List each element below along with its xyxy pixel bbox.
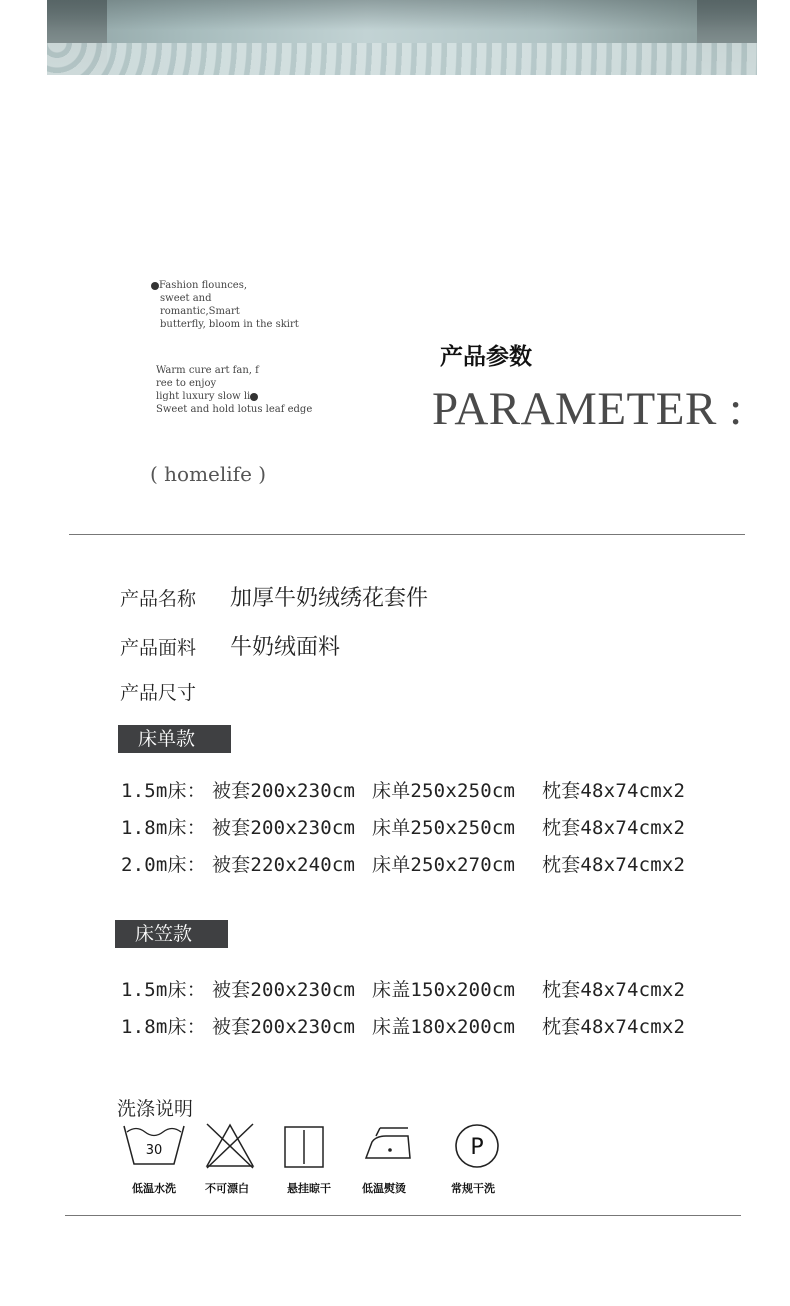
- poem-line: Warm cure art fan, f: [156, 365, 259, 376]
- duvet-size: 被套200x230cm: [212, 780, 356, 802]
- poem-stanza-1: [151, 279, 299, 331]
- bed-size: 1.5m床：: [121, 979, 206, 1001]
- wash-temp: 30: [145, 1143, 163, 1158]
- spec-value: 牛奶绒面料: [230, 635, 341, 660]
- sheet-size: 床单250x250cm: [372, 780, 516, 802]
- pillow-size: 枕套48x74cmx2: [542, 1016, 686, 1038]
- wash-label: 常规干洗: [451, 1182, 495, 1195]
- wash-30-icon: [121, 1122, 187, 1170]
- spec-label: 产品名称: [120, 588, 197, 610]
- divider: [65, 1215, 741, 1216]
- duvet-size: 被套220x240cm: [212, 854, 356, 876]
- spec-label: 产品尺寸: [120, 682, 197, 704]
- divider: [69, 534, 745, 535]
- bed-size: 2.0m床：: [121, 854, 206, 876]
- sheet-size: 床单250x270cm: [372, 854, 516, 876]
- poem-line: light luxury slow li: [156, 391, 251, 402]
- dry-clean-icon: [452, 1122, 502, 1170]
- product-photo: [47, 0, 757, 75]
- bullet-dot: [250, 393, 258, 401]
- poem-line: romantic,Smart: [160, 306, 240, 317]
- cover-size: 床盖150x200cm: [372, 979, 516, 1001]
- bed-size: 1.8m床：: [121, 1016, 206, 1038]
- duvet-size: 被套200x230cm: [212, 817, 356, 839]
- duvet-size: 被套200x230cm: [212, 1016, 356, 1038]
- dry-clean-letter: P: [470, 1135, 484, 1160]
- sheet-size: 床单250x250cm: [372, 817, 516, 839]
- fitted-set-tag: 床笠款: [115, 920, 228, 948]
- sheet-set-tag: 床单款: [118, 725, 231, 753]
- wash-label: 低温水洗: [132, 1182, 176, 1195]
- spec-row-fabric: [120, 633, 341, 660]
- poem-line: ree to enjoy: [156, 378, 217, 389]
- washing-title: 洗涤说明: [117, 1098, 194, 1120]
- section-title-en: PARAMETER :: [432, 383, 743, 435]
- spec-value: 加厚牛奶绒绣花套件: [230, 586, 429, 611]
- section-title-cn: 产品参数: [440, 344, 532, 370]
- spec-row-size: [120, 678, 196, 705]
- pillow-size: 枕套48x74cmx2: [542, 979, 686, 1001]
- pillow-size: 枕套48x74cmx2: [542, 817, 686, 839]
- poem-stanza-2: [156, 364, 312, 416]
- spec-row-name: [120, 584, 429, 611]
- brand-name: ( homelife ): [150, 462, 267, 486]
- poem-line: butterfly, bloom in the skirt: [160, 319, 299, 330]
- spec-label: 产品面料: [120, 637, 197, 659]
- poem-line: Fashion flounces,: [159, 280, 248, 291]
- wash-label: 低温熨烫: [362, 1182, 406, 1195]
- photo-ruffle: [47, 43, 757, 75]
- hang-dry-icon: [283, 1122, 327, 1170]
- pillow-size: 枕套48x74cmx2: [542, 780, 686, 802]
- bed-size: 1.8m床：: [121, 817, 206, 839]
- cover-size: 床盖180x200cm: [372, 1016, 516, 1038]
- photo-shade: [47, 0, 757, 30]
- wash-label: 不可漂白: [205, 1182, 249, 1195]
- low-iron-icon: [362, 1122, 414, 1170]
- bed-size: 1.5m床：: [121, 780, 206, 802]
- no-bleach-icon: [204, 1122, 256, 1170]
- bullet-dot: [151, 282, 159, 290]
- poem-line: Sweet and hold lotus leaf edge: [156, 404, 313, 415]
- duvet-size: 被套200x230cm: [212, 979, 356, 1001]
- poem-line: sweet and: [160, 293, 212, 304]
- pillow-size: 枕套48x74cmx2: [542, 854, 686, 876]
- wash-label: 悬挂晾干: [287, 1182, 331, 1195]
